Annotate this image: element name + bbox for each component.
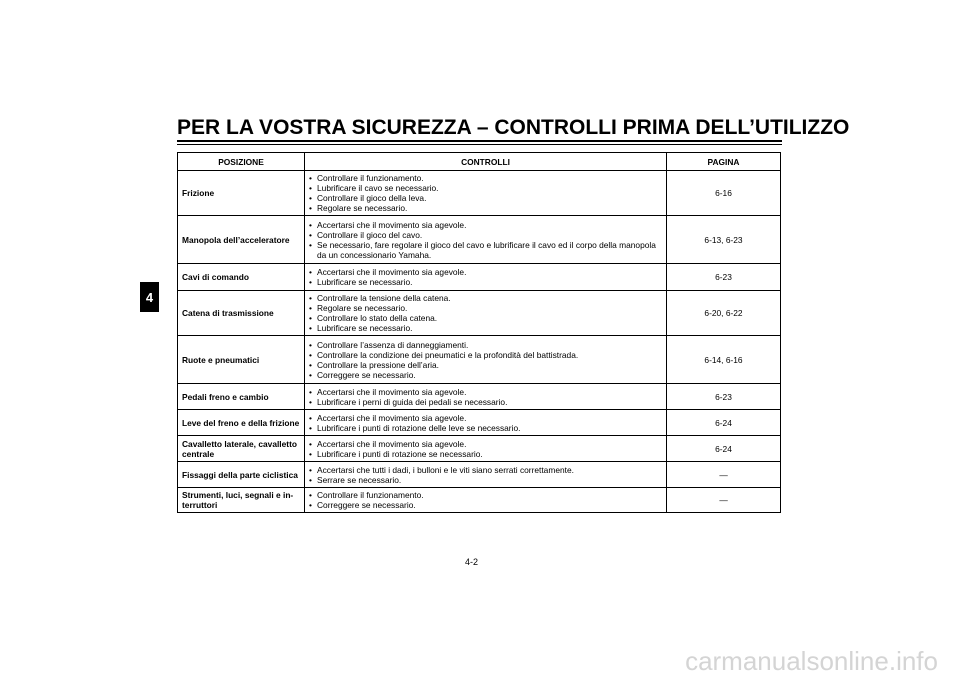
check-item: • Controllare l’assenza di danneggiamenti. [309, 340, 662, 350]
position-cell: Catena di trasmissione [178, 291, 305, 336]
column-header-page: PAGINA [667, 153, 781, 171]
page-cell: 6-16 [667, 171, 781, 216]
check-item: • Correggere se necessario. [309, 500, 662, 510]
check-item: • Lubrificare i punti di rotazione se necessario. [309, 449, 662, 459]
column-header-position: POSIZIONE [178, 153, 305, 171]
check-item: • Accertarsi che tutti i dadi, i bulloni e le viti siano serrati correttamente. [309, 465, 662, 475]
position-cell: Leve del freno e della frizione [178, 410, 305, 436]
check-item: • Accertarsi che il movimento sia agevole. [309, 387, 662, 397]
page-cell: — [667, 462, 781, 488]
table-row [178, 291, 781, 336]
checks-cell [305, 216, 667, 264]
table-row [178, 384, 781, 410]
checks-cell [305, 291, 667, 336]
check-item: • Accertarsi che il movimento sia agevole. [309, 439, 662, 449]
checks-cell [305, 462, 667, 488]
check-item: • Correggere se necessario. [309, 370, 662, 380]
page-cell: 6-24 [667, 436, 781, 462]
page-cell: 6-14, 6-16 [667, 336, 781, 384]
table-row [178, 171, 781, 216]
checks-cell [305, 264, 667, 291]
table-row [178, 216, 781, 264]
table-row [178, 462, 781, 488]
checks-cell [305, 171, 667, 216]
page-cell: 6-23 [667, 384, 781, 410]
table-row [178, 336, 781, 384]
table-row [178, 436, 781, 462]
check-item: • Lubrificare i punti di rotazione delle leve se necessario. [309, 423, 662, 433]
check-item: • Lubrificare se necessario. [309, 277, 662, 287]
check-item: • Accertarsi che il movimento sia agevole. [309, 413, 662, 423]
check-item: • Regolare se necessario. [309, 303, 662, 313]
check-item: • Se necessario, fare regolare il gioco del cavo e lubrificare il cavo ed il corpo della manopola da un concessionario Yamaha. [309, 240, 662, 260]
position-cell: Fissaggi della parte ciclistica [178, 462, 305, 488]
check-item: • Accertarsi che il movimento sia agevole. [309, 267, 662, 277]
table-header-row [178, 153, 781, 171]
checks-cell [305, 488, 667, 513]
title-rule-thin [177, 144, 782, 145]
checks-table [177, 152, 781, 513]
page-cell: 6-13, 6-23 [667, 216, 781, 264]
position-cell: Cavalletto laterale, cavalletto centrale [178, 436, 305, 462]
check-item: • Serrare se necessario. [309, 475, 662, 485]
page-cell: 6-23 [667, 264, 781, 291]
position-cell: Manopola dell’acceleratore [178, 216, 305, 264]
position-cell: Cavi di comando [178, 264, 305, 291]
checks-cell [305, 336, 667, 384]
checks-cell [305, 410, 667, 436]
check-item: • Controllare la condizione dei pneumatici e la profondità del battistrada. [309, 350, 662, 360]
check-item: • Controllare lo stato della catena. [309, 313, 662, 323]
page-title: PER LA VOSTRA SICUREZZA – CONTROLLI PRIMA DELL’UTILIZZO [177, 116, 850, 139]
position-cell: Pedali freno e cambio [178, 384, 305, 410]
check-item: • Controllare il funzionamento. [309, 173, 662, 183]
check-item: • Lubrificare se necessario. [309, 323, 662, 333]
page-cell: 6-20, 6-22 [667, 291, 781, 336]
check-item: • Controllare la tensione della catena. [309, 293, 662, 303]
check-item: • Regolare se necessario. [309, 203, 662, 213]
table-row [178, 488, 781, 513]
page-cell: 6-24 [667, 410, 781, 436]
check-item: • Lubrificare il cavo se necessario. [309, 183, 662, 193]
chapter-tab: 4 [140, 282, 159, 312]
check-item: • Controllare il funzionamento. [309, 490, 662, 500]
check-item: • Controllare il gioco del cavo. [309, 230, 662, 240]
table-row [178, 410, 781, 436]
position-cell: Frizione [178, 171, 305, 216]
check-item: • Controllare il gioco della leva. [309, 193, 662, 203]
page-number: 4-2 [465, 557, 479, 567]
position-cell: Strumenti, luci, segnali e in-terruttori [178, 488, 305, 513]
title-rule-thick [177, 140, 782, 142]
page-cell: — [667, 488, 781, 513]
check-item: • Controllare la pressione dell’aria. [309, 360, 662, 370]
check-item: • Accertarsi che il movimento sia agevole. [309, 220, 662, 230]
table-row [178, 264, 781, 291]
position-cell: Ruote e pneumatici [178, 336, 305, 384]
column-header-checks: CONTROLLI [305, 153, 667, 171]
check-item: • Lubrificare i perni di guida dei pedali se necessario. [309, 397, 662, 407]
checks-cell [305, 436, 667, 462]
checks-cell [305, 384, 667, 410]
watermark: carmanualsonline.info [685, 646, 938, 676]
